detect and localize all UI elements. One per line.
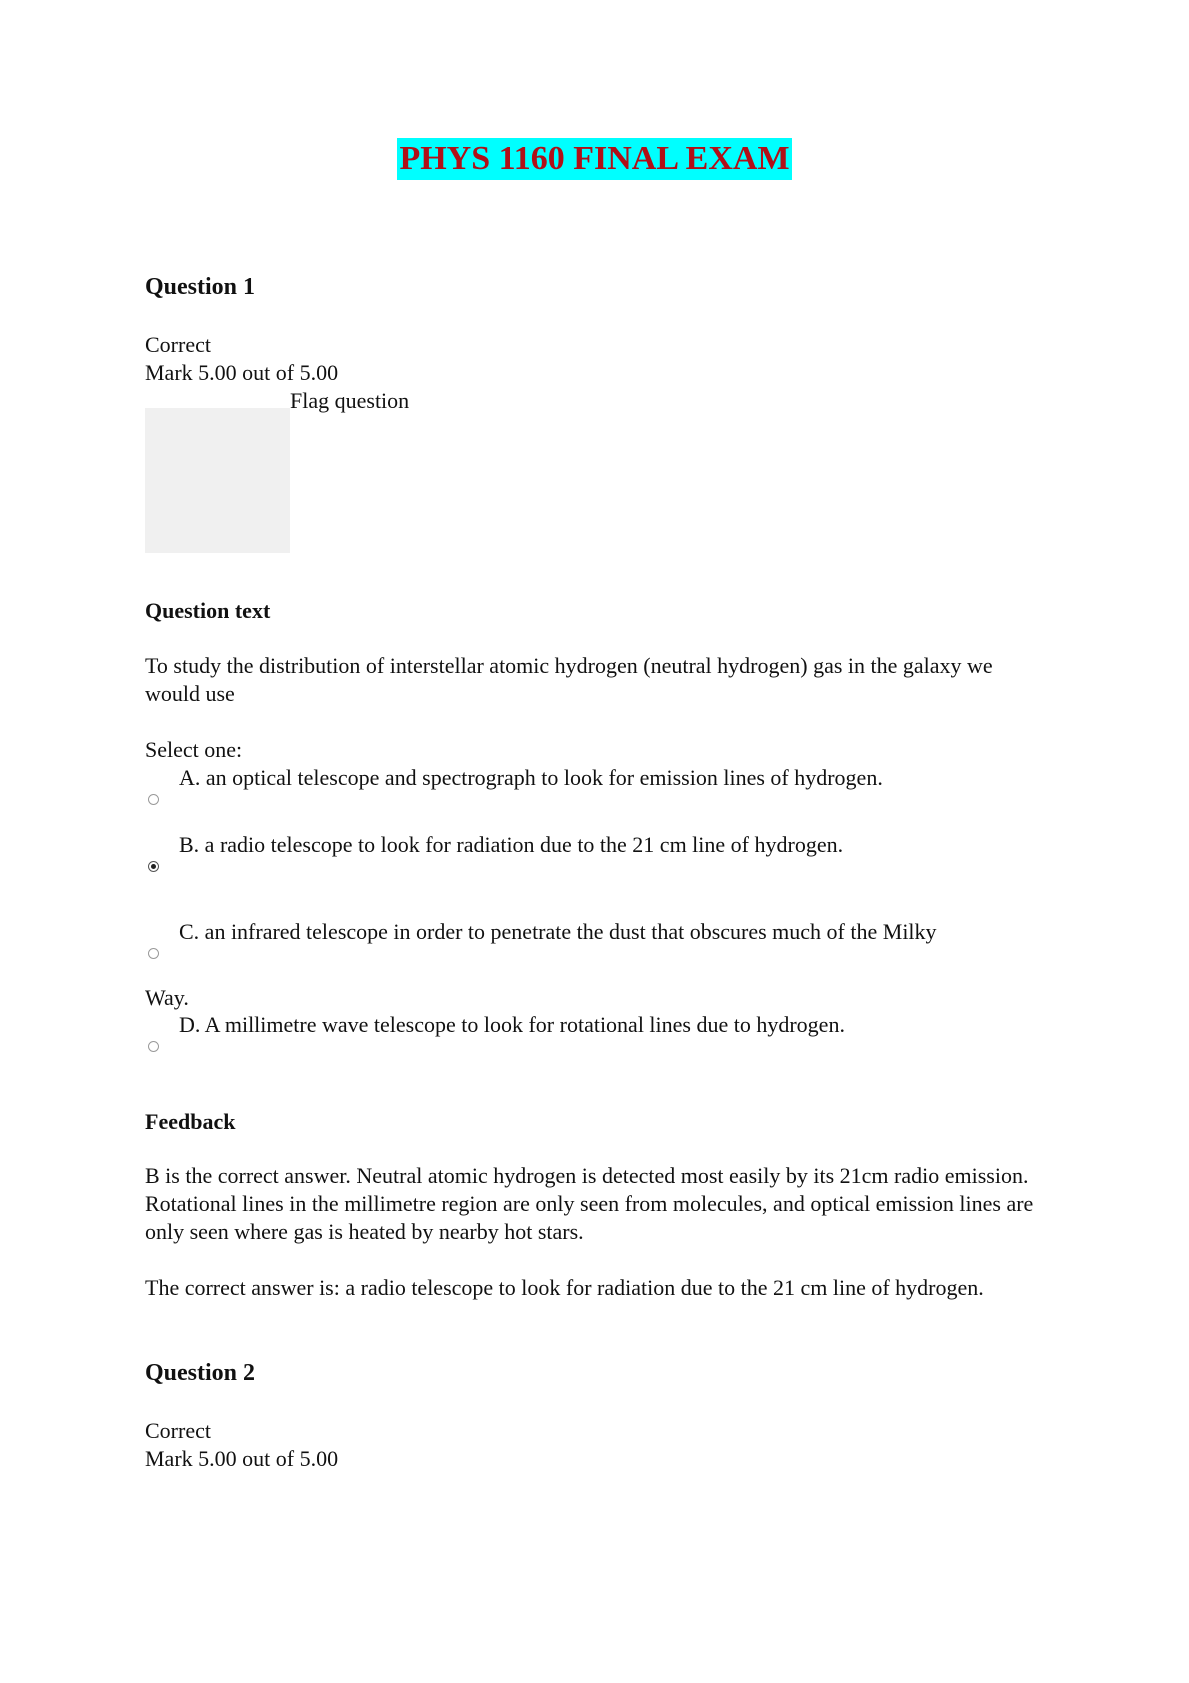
question-1-heading: Question 1 (145, 274, 256, 300)
option-b-radio[interactable] (148, 861, 159, 872)
title-container (0, 138, 1189, 180)
question-text-heading: Question text (145, 598, 271, 623)
feedback-heading: Feedback (145, 1109, 236, 1134)
question-2-mark: Mark 5.00 out of 5.00 (145, 1446, 339, 1471)
option-a-label[interactable]: A. an optical telescope and spectrograph to look for emission lines of hydrogen. (179, 765, 883, 790)
option-c-radio[interactable] (148, 948, 159, 959)
flag-icon[interactable] (145, 408, 290, 553)
correct-answer-text: The correct answer is: a radio telescope to look for radiation due to the 21 cm line of hydrogen. (145, 1275, 984, 1300)
option-a-radio[interactable] (148, 794, 159, 805)
question-1-text: To study the distribution of interstellar atomic hydrogen (neutral hydrogen) gas in the galaxy we would use (145, 653, 993, 706)
option-c-label[interactable]: C. an infrared telescope in order to penetrate the dust that obscures much of the Milky (179, 919, 937, 944)
option-d-radio[interactable] (148, 1041, 159, 1052)
select-one-prompt: Select one: (145, 737, 243, 762)
option-c-continuation: Way. (145, 985, 189, 1010)
feedback-text: B is the correct answer. Neutral atomic hydrogen is detected most easily by its 21cm radio emission. Rotational lines in the millimetre region are only seen from molecules, and optical emission lines are only seen where gas is heated by nearby hot stars. (145, 1163, 1034, 1244)
question-1-status: Correct (145, 332, 211, 357)
option-d-label[interactable]: D. A millimetre wave telescope to look for rotational lines due to hydrogen. (179, 1012, 845, 1037)
question-2-heading: Question 2 (145, 1360, 256, 1386)
question-2-status: Correct (145, 1418, 211, 1443)
question-1-mark: Mark 5.00 out of 5.00 (145, 360, 339, 385)
option-b-label[interactable]: B. a radio telescope to look for radiation due to the 21 cm line of hydrogen. (179, 832, 844, 857)
exam-title: PHYS 1160 FINAL EXAM (397, 138, 791, 180)
flag-question-link[interactable]: Flag question (290, 388, 410, 413)
